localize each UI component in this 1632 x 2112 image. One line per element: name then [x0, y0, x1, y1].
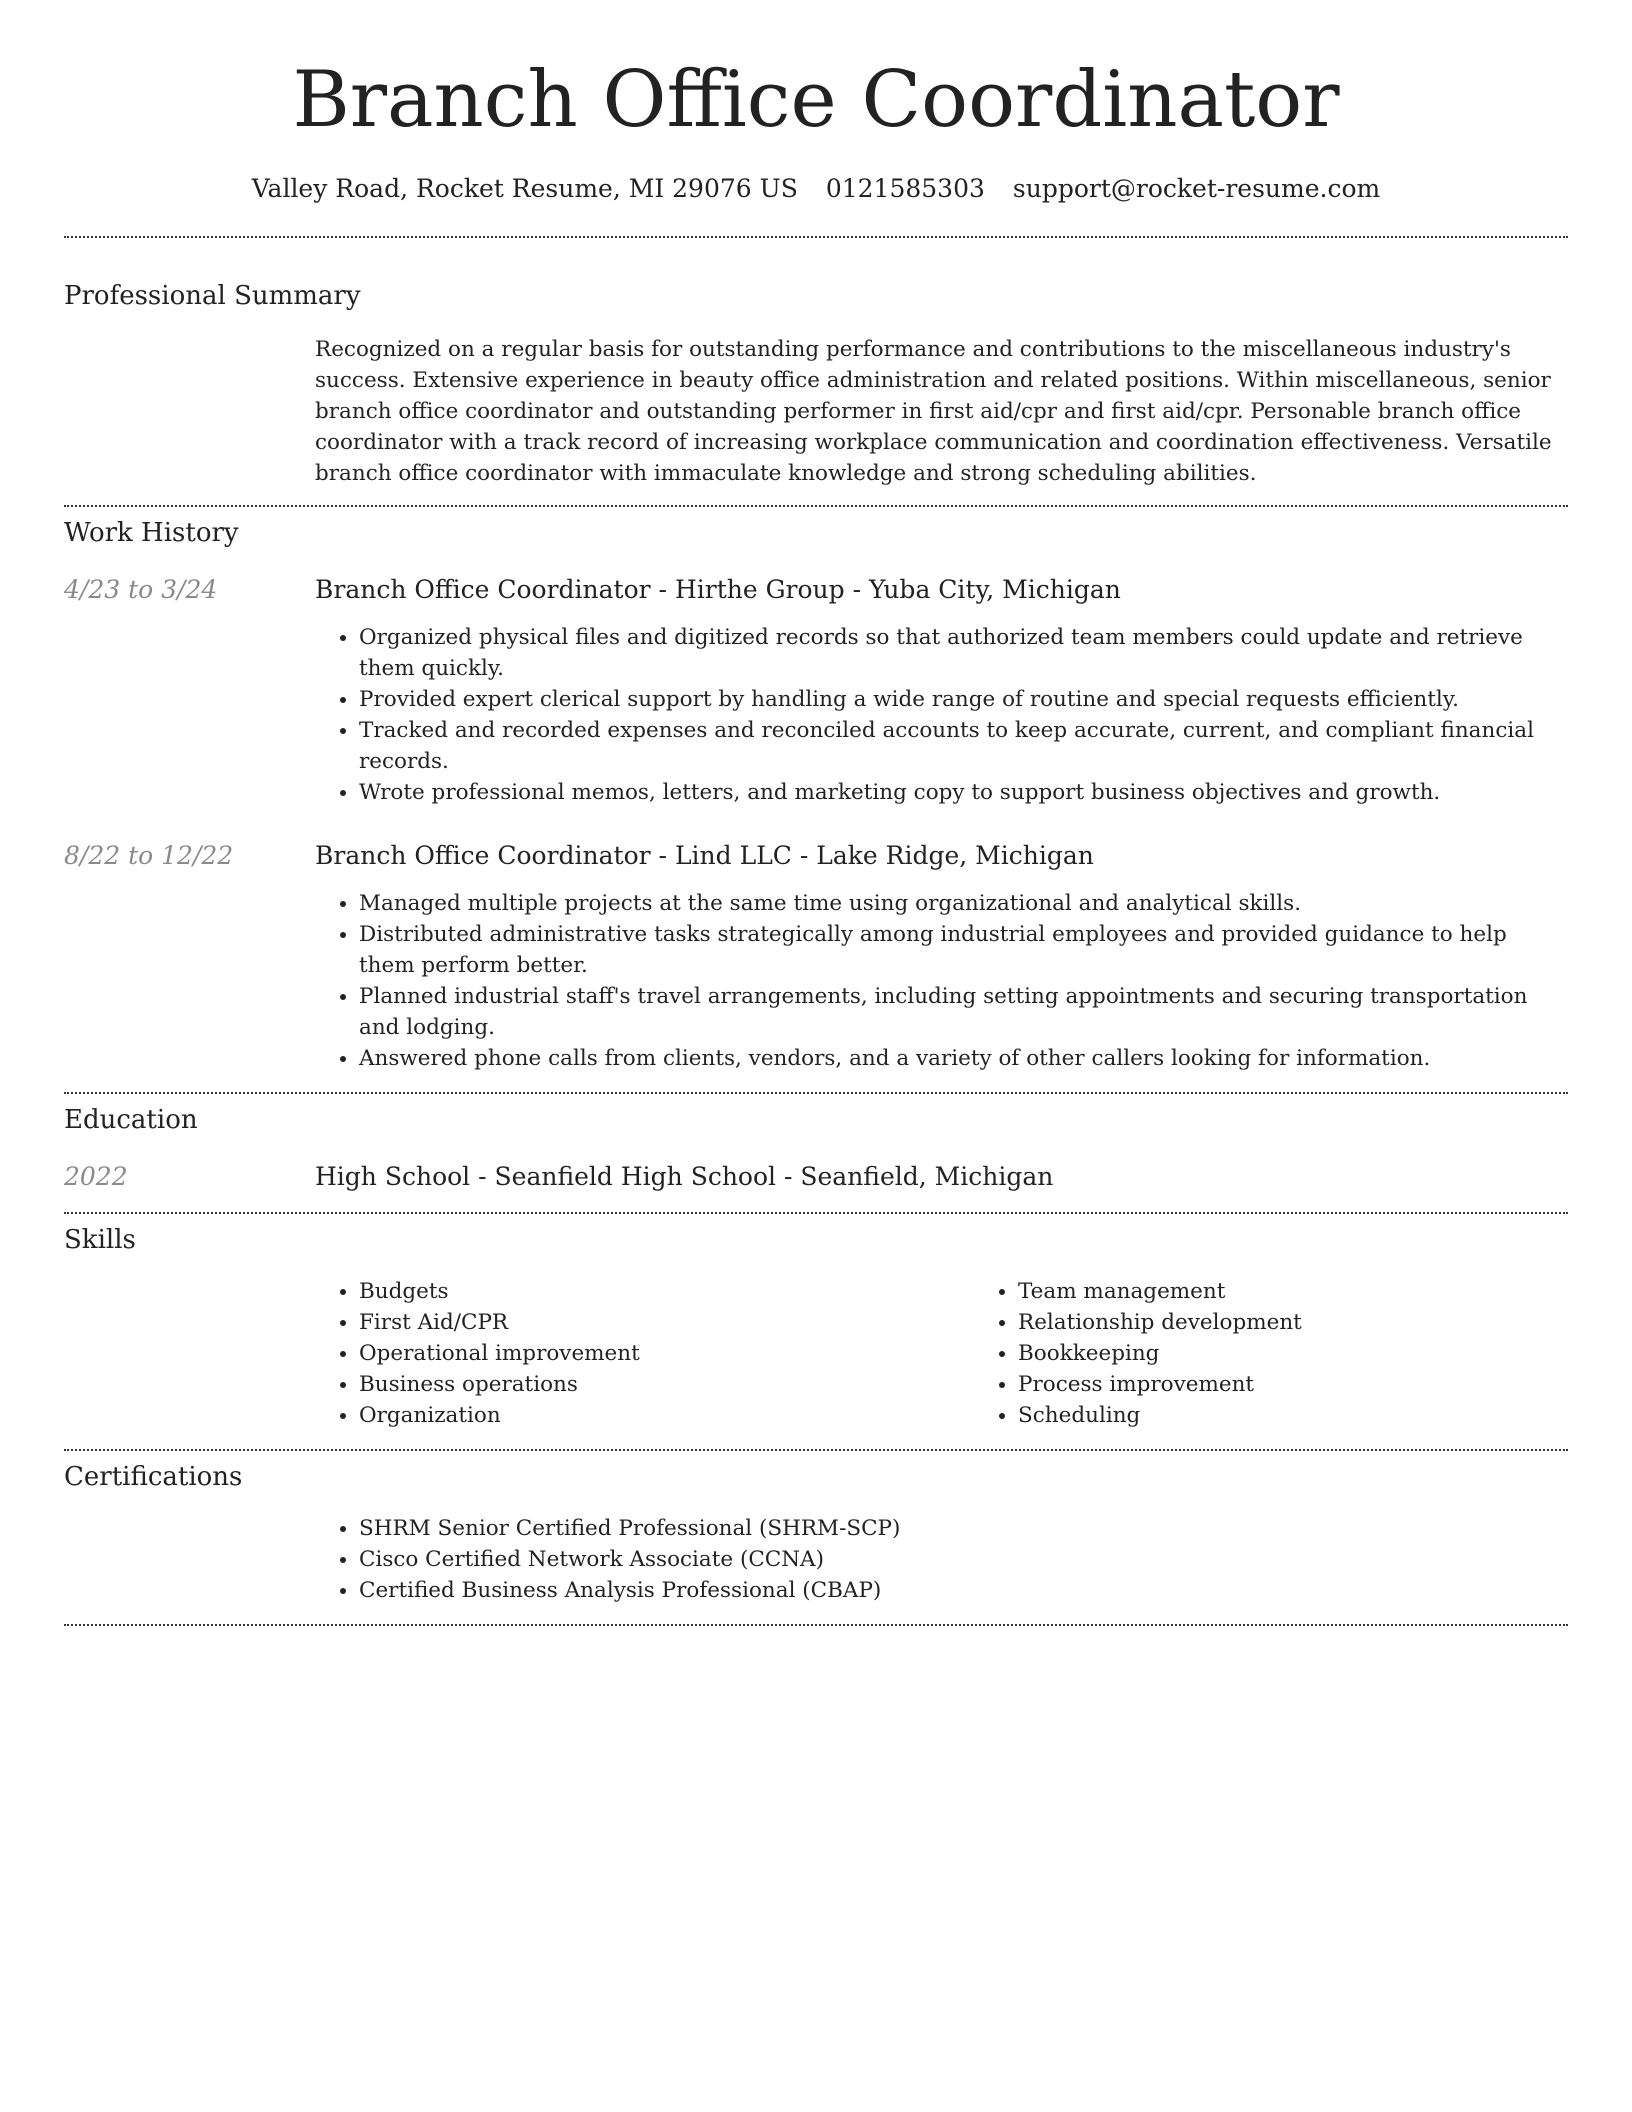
work-history-heading: Work History: [64, 518, 239, 548]
skill-item: • Scheduling: [1018, 1400, 1632, 1431]
job-bullets: [315, 622, 1568, 808]
section-divider: [64, 1624, 1568, 1626]
certification-item: • Cisco Certified Network Associate (CCNA): [359, 1544, 1568, 1575]
job-bullet: • Provided expert clerical support by handling a wide range of routine and special requests efficiently.: [359, 684, 1568, 715]
job-heading: Branch Office Coordinator - Lind LLC - Lake Ridge, Michigan: [315, 841, 1094, 870]
section-divider: [64, 236, 1568, 238]
certifications-heading: Certifications: [64, 1462, 243, 1492]
skills-list-left: [315, 1276, 974, 1431]
job-dates: 4/23 to 3/24: [64, 575, 218, 604]
job-bullet: • Managed multiple projects at the same time using organizational and analytical skills.: [359, 888, 1568, 919]
skills-heading: Skills: [64, 1225, 136, 1255]
skill-item: • Process improvement: [1018, 1369, 1632, 1400]
contact-email: support@rocket-resume.com: [1012, 174, 1381, 203]
certification-item: • Certified Business Analysis Professional (CBAP): [359, 1575, 1568, 1606]
section-divider: [64, 1449, 1568, 1451]
section-divider: [64, 1212, 1568, 1214]
job-entry: [64, 839, 1568, 1074]
job-bullet: • Wrote professional memos, letters, and marketing copy to support business objectives and growth.: [359, 777, 1568, 808]
skill-item: • Business operations: [359, 1369, 974, 1400]
skill-item: • Operational improvement: [359, 1338, 974, 1369]
summary-section: [64, 279, 1568, 489]
section-divider: [64, 505, 1568, 507]
certifications-list: [315, 1513, 1568, 1606]
job-bullet: • Distributed administrative tasks strategically among industrial employees and provided guidance to help them perform better.: [359, 919, 1568, 981]
skill-item: • Relationship development: [1018, 1307, 1632, 1338]
resume-page: [64, 0, 1568, 1626]
skill-item: • First Aid/CPR: [359, 1307, 974, 1338]
skill-item: • Bookkeeping: [1018, 1338, 1632, 1369]
job-bullet: • Planned industrial staff's travel arrangements, including setting appointments and securing transportation and lodging.: [359, 981, 1568, 1043]
education-heading: Education: [64, 1105, 198, 1135]
skills-grid: [315, 1276, 1632, 1431]
skill-item: • Organization: [359, 1400, 974, 1431]
job-bullet: • Tracked and recorded expenses and reconciled accounts to keep accurate, current, and compliant financial records.: [359, 715, 1568, 777]
education-section: [64, 1103, 1568, 1194]
job-bullet: • Answered phone calls from clients, vendors, and a variety of other callers looking for information.: [359, 1043, 1568, 1074]
certifications-section: [64, 1460, 1568, 1606]
summary-text: Recognized on a regular basis for outstanding performance and contributions to the miscellaneous industry's success. Extensive experience in beauty office administration and related positions. Within miscellaneous, senior branch office coordinator and outstanding performer in first aid/cpr and first aid/cpr. Personable branch office coordinator with a track record of increasing workplace communication and coordination effectiveness. Versatile branch office coordinator with immaculate knowledge and strong scheduling abilities.: [315, 337, 1552, 486]
contact-address: Valley Road, Rocket Resume, MI 29076 US: [251, 174, 798, 203]
job-heading: Branch Office Coordinator - Hirthe Group - Yuba City, Michigan: [315, 575, 1121, 604]
job-dates: 8/22 to 12/22: [64, 841, 234, 870]
section-divider: [64, 1092, 1568, 1094]
education-year: 2022: [64, 1162, 128, 1191]
certification-item: • SHRM Senior Certified Professional (SHRM-SCP): [359, 1513, 1568, 1544]
skills-list-right: [974, 1276, 1632, 1431]
resume-name: Branch Office Coordinator: [292, 55, 1340, 145]
job-bullets: [315, 888, 1568, 1074]
job-entry: [64, 573, 1568, 808]
skill-item: • Team management: [1018, 1276, 1632, 1307]
contact-line: [64, 172, 1568, 206]
summary-heading: Professional Summary: [64, 281, 361, 311]
job-bullet: • Organized physical files and digitized records so that authorized team members could update and retrieve them quickly.: [359, 622, 1568, 684]
education-entry: [64, 1160, 1568, 1194]
skills-section: [64, 1223, 1568, 1431]
work-history-section: [64, 516, 1568, 1074]
education-heading-line: High School - Seanfield High School - Seanfield, Michigan: [315, 1162, 1054, 1191]
contact-phone: 0121585303: [825, 174, 985, 203]
skill-item: • Budgets: [359, 1276, 974, 1307]
